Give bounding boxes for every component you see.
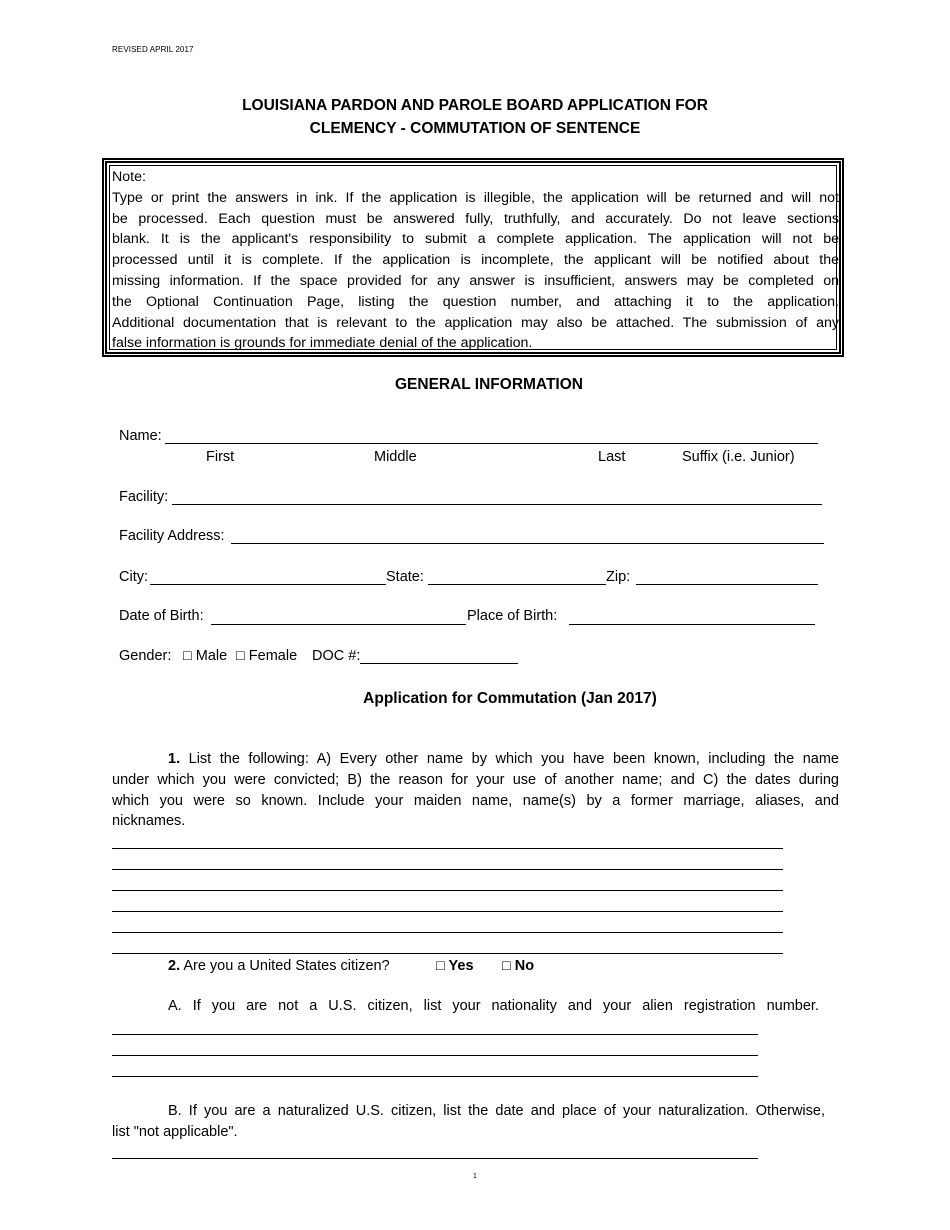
question-2b-line: B. If you are a naturalized U.S. citizen, list the date and place of your naturalization. Otherwise, xyxy=(168,1103,825,1119)
note-line: missing information. If the space provided for any answer is insufficient, answers may be completed on xyxy=(112,272,839,289)
question-1-answer-line[interactable] xyxy=(112,911,783,912)
question-1-line: under which you were convicted; B) the reason for your use of another name; and C) the dates during xyxy=(112,771,839,788)
note-line: Type or print the answers in ink. If the application is illegible, the application will be returned and will not xyxy=(112,189,839,206)
question-2b xyxy=(112,1101,825,1143)
first-name-caption: First xyxy=(206,449,235,465)
name-label: Name: xyxy=(119,428,162,444)
state-label: State: xyxy=(386,569,424,585)
gender-label: Gender: xyxy=(119,648,172,664)
note-text xyxy=(112,167,839,354)
question-1-answer-line[interactable] xyxy=(112,932,783,933)
question-1-answer-line[interactable] xyxy=(112,869,783,870)
general-information-heading: GENERAL INFORMATION xyxy=(394,376,583,393)
question-1-line: nicknames. xyxy=(112,813,186,830)
doc-number-input-line[interactable] xyxy=(360,663,518,664)
name-input-line[interactable] xyxy=(165,443,818,444)
state-input-line[interactable] xyxy=(428,584,606,585)
doc-number-label: DOC #: xyxy=(312,648,361,664)
male-checkbox[interactable]: □ Male xyxy=(183,648,228,664)
question-2a-answer-line[interactable] xyxy=(112,1076,758,1077)
city-label: City: xyxy=(119,569,148,585)
note-line: Additional documentation that is relevant to the application may also be attached. The submission of any xyxy=(112,314,839,331)
place-of-birth-label: Place of Birth: xyxy=(467,608,558,624)
citizen-no-checkbox[interactable]: □ No xyxy=(502,958,535,974)
question-1-answer-line[interactable] xyxy=(112,848,783,849)
question-1-answer-line[interactable] xyxy=(112,953,783,954)
middle-name-caption: Middle xyxy=(374,449,417,465)
question-1-number: 1. xyxy=(168,751,181,767)
question-2b-line: list "not applicable". xyxy=(112,1123,238,1140)
zip-label: Zip: xyxy=(606,569,631,585)
note-line: be processed. Each question must be answered fully, truthfully, and accurately. Do not leave sections xyxy=(112,210,839,227)
note-line: processed until it is complete. If the application is incomplete, the applicant will be notified about the xyxy=(112,252,839,269)
note-line: false information is grounds for immediate denial of the application. xyxy=(112,335,533,352)
facility-address-label: Facility Address: xyxy=(119,528,225,544)
female-checkbox[interactable]: □ Female xyxy=(236,648,298,664)
form-title-line-2: CLEMENCY - COMMUTATION OF SENTENCE xyxy=(309,120,641,137)
question-2a-text: A. If you are not a U.S. citizen, list your nationality and your alien registration number. xyxy=(168,998,819,1014)
last-name-caption: Last xyxy=(598,449,626,465)
revised-date: REVISED APRIL 2017 xyxy=(112,45,194,54)
zip-input-line[interactable] xyxy=(636,584,818,585)
date-of-birth-input-line[interactable] xyxy=(211,624,466,625)
question-1-line xyxy=(112,749,839,770)
page-number: 1 xyxy=(473,1173,477,1180)
facility-address-input-line[interactable] xyxy=(231,543,824,544)
citizen-yes-checkbox[interactable]: □ Yes xyxy=(436,958,474,974)
facility-input-line[interactable] xyxy=(172,504,822,505)
suffix-caption: Suffix (i.e. Junior) xyxy=(682,449,795,465)
question-2 xyxy=(168,958,390,974)
application-heading: Application for Commutation (Jan 2017) xyxy=(363,690,657,707)
question-1-answer-line[interactable] xyxy=(112,890,783,891)
question-1-text: List the following: A) Every other name by which you have been known, including the name xyxy=(180,751,839,767)
question-2-number: 2. xyxy=(168,958,181,974)
note-heading: Note: xyxy=(112,169,146,185)
form-title-line-1: LOUISIANA PARDON AND PAROLE BOARD APPLICATION FOR xyxy=(242,97,708,114)
note-line: the Optional Continuation Page, listing the question number, and attaching it to the application. xyxy=(112,293,839,310)
question-2a-answer-line[interactable] xyxy=(112,1055,758,1056)
question-2b-answer-line[interactable] xyxy=(112,1158,758,1159)
place-of-birth-input-line[interactable] xyxy=(569,624,815,625)
date-of-birth-label: Date of Birth: xyxy=(119,608,204,624)
question-2-text: Are you a United States citizen? xyxy=(180,958,390,974)
question-1 xyxy=(112,749,839,832)
note-line: blank. It is the applicant's responsibility to submit a complete application. The application will not be xyxy=(112,231,839,248)
question-2a-answer-line[interactable] xyxy=(112,1034,758,1035)
city-input-line[interactable] xyxy=(150,584,386,585)
question-1-line: which you were so known. Include your maiden name, name(s) by a former marriage, aliases, and xyxy=(112,792,839,809)
facility-label: Facility: xyxy=(119,489,169,505)
